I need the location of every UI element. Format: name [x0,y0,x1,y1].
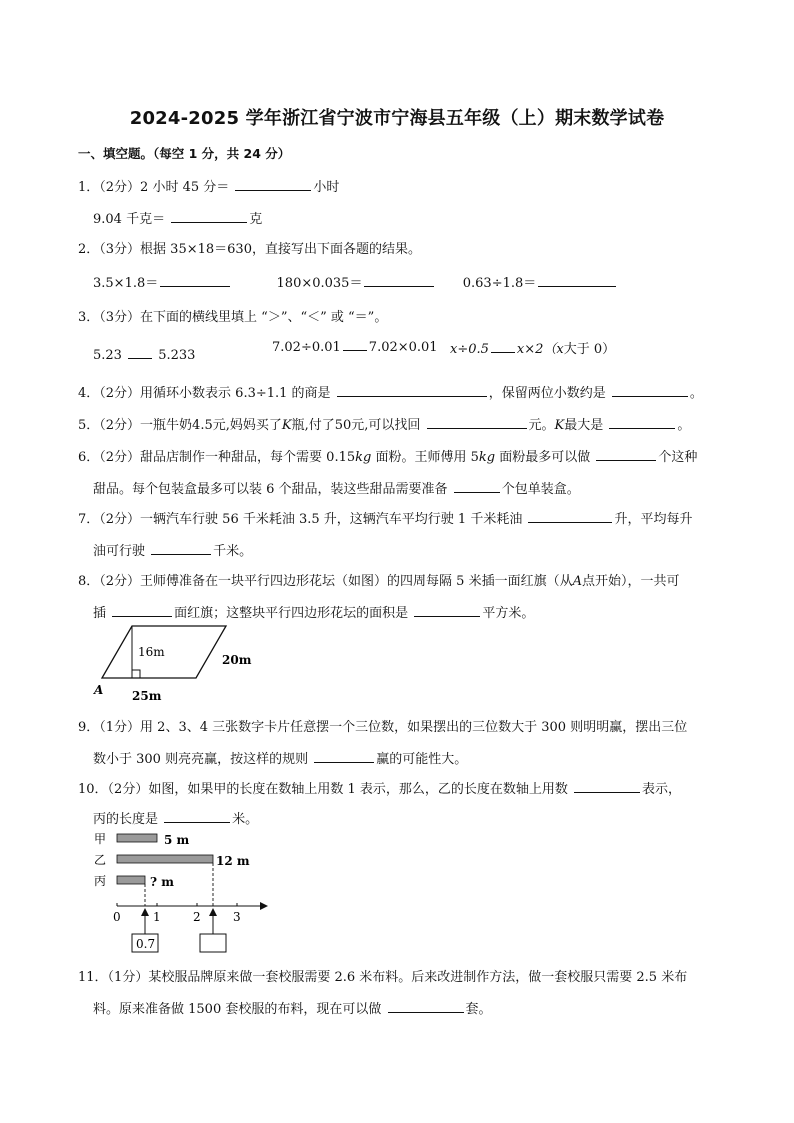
question-9a: 9．（1分）用 2、3、4 三张数字卡片任意摆一个三位数，如果摆出的三位数大于 300 则明明赢，摆出三位 [78,720,688,735]
q9-text-c: 赢的可能性大。 [376,752,468,767]
bar-jia [117,834,157,842]
q1b-text: 9.04 千克＝ [93,212,166,227]
q4-text-a: 4．（2分）用循环小数表示 6.3÷1.1 的商是 [78,386,331,401]
q7-text-d: 千米。 [213,544,253,559]
answer-blank[interactable] [314,750,374,763]
q1b-unit: 克 [249,212,263,227]
answer-blank[interactable] [364,274,434,287]
answer-blank[interactable] [596,448,656,461]
q10-text-c: 丙的长度是 [93,812,159,827]
bar-yi [117,855,213,863]
q6-text-c: 面粉最多可以做 [495,450,591,465]
length-yi: 12 m [216,854,250,868]
q3-c1b: 5.233 [158,348,196,363]
question-11a: 11．（1分）某校服品牌原来做一套校服需要 2.6 米布料。后来改进制作方法，做一套校服只需要 2.5 米布 [78,970,688,985]
answer-blank[interactable] [574,780,640,793]
q10-text-b: 表示， [642,782,682,797]
length-bing: ? m [150,875,174,889]
q3-compare-1 [93,346,195,363]
question-11b [93,998,492,1017]
answer-blank[interactable] [491,340,515,353]
question-6b [93,478,580,497]
q3-c3a: x÷0.5 [450,342,489,357]
q8-text-b: 点开始），一共可 [581,574,680,589]
answer-blank[interactable] [128,346,152,359]
q3-c3b: x×2（ [516,342,557,357]
q6-unit-kg2: kg [478,450,496,465]
tick-label-0: 0 [113,910,121,924]
question-9b [93,748,467,767]
length-jia: 5 m [164,833,190,847]
question-5 [78,414,690,433]
base-label: 25m [132,689,162,703]
vertex-a-label: A [94,683,104,697]
question-4 [78,382,703,401]
q6-text-a: 6．（2分）甜品店制作一种甜品，每个需要 0.15 [78,450,356,465]
answer-blank[interactable] [427,416,527,429]
q7-text-a: 7．（2分）一辆汽车行驶 56 千米耗油 3.5 升，这辆汽车平均行驶 1 千米耗油 [78,512,523,527]
q3-c2b: 7.02×0.01 [368,340,438,355]
question-8a [78,570,680,589]
q3-c2a: 7.02÷0.01 [272,340,341,355]
q6-text-d: 个这种 [658,450,698,465]
answer-blank[interactable] [609,416,675,429]
answer-blank[interactable] [164,810,230,823]
answer-blank[interactable] [528,510,612,523]
label-jia: 甲 [94,832,107,846]
q8-point-a: A [572,574,582,589]
parallelogram-figure [90,620,270,704]
q5-text-d: 最大是 [564,418,604,433]
pointer-arrowhead-2 [209,908,217,916]
axis-arrowhead [260,902,268,910]
q8-text-e: 平方米。 [482,606,535,621]
question-8b [93,602,534,621]
q1-unit: 小时 [313,180,340,195]
label-bing: 丙 [94,874,107,888]
q2-expr-1: 3.5×1.8＝ [93,276,159,291]
q11-text-b: 料。原来准备做 1500 套校服的布料，现在可以做 [93,1002,382,1017]
q3-c3c: x [556,342,564,357]
q10-text-a: 10．（2分）如图，如果甲的长度在数轴上用数 1 表示，那么，乙的长度在数轴上用数 [78,782,568,797]
q2-expr-3: 0.63÷1.8＝ [462,276,537,291]
q7-text-c: 油可行驶 [93,544,146,559]
question-1a [78,176,339,195]
q4-text-b: ，保留两位小数约是 [488,386,606,401]
q6-text-e: 甜品。每个包装盒最多可以装 6 个甜品，装这些甜品需要准备 [93,482,448,497]
value-box-1-label: 0.7 [136,937,156,951]
section-heading: 一、填空题。（每空 1 分，共 24 分） [78,146,291,161]
q9-text-b: 数小于 300 则亮亮赢，按这样的规则 [93,752,309,767]
q6-unit-kg: kg [355,450,372,465]
q5-text-b: 瓶,付了50元,可以找回 [291,418,421,433]
q5-text-c: 元。 [528,418,555,433]
tick-label-1: 1 [153,910,161,924]
bar-bing [117,876,145,884]
tick-label-3: 3 [233,910,241,924]
answer-blank[interactable] [388,1000,464,1013]
q3-compare-3 [450,338,615,357]
q7-text-b: 升，平均每升 [614,512,693,527]
q10-text-d: 米。 [232,812,259,827]
answer-blank[interactable] [454,480,500,493]
answer-blank[interactable] [343,338,367,351]
answer-blank[interactable] [538,274,616,287]
answer-blank[interactable] [151,542,211,555]
q3-c3d: 大于 0） [563,342,616,357]
question-1b [93,208,262,227]
q5-text-a: 5．（2分）一瓶牛奶4.5元,妈妈买了 [78,418,282,433]
pointer-arrowhead-1 [141,908,149,916]
q5-var-k2: K [554,418,565,433]
q8-text-c: 插 [93,606,107,621]
answer-blank[interactable] [235,178,311,191]
number-line-figure [88,826,278,958]
tick-label-2: 2 [193,910,201,924]
answer-blank[interactable] [171,210,247,223]
question-2: 2．（3分）根据 35×18＝630，直接写出下面各题的结果。 [78,242,421,257]
question-3: 3．（3分）在下面的横线里填上 “＞”、“＜” 或 “＝”。 [78,310,388,325]
answer-blank[interactable] [612,384,688,397]
q6-text-b: 面粉。王师傅用 5 [371,450,479,465]
q2-expr-2: 180×0.035＝ [276,276,363,291]
question-10a [78,778,681,797]
right-angle-mark [132,670,140,678]
answer-blank[interactable] [337,384,487,397]
question-6a [78,446,697,465]
q6-text-f: 个包单装盒。 [501,482,580,497]
q5-var-k: K [281,418,292,433]
q8-text-d: 面红旗；这整块平行四边形花坛的面积是 [174,606,409,621]
q3-compare-2 [272,338,438,355]
side-label: 20m [222,653,252,667]
answer-blank[interactable] [112,604,172,617]
label-yi: 乙 [94,853,107,867]
question-7a [78,508,692,527]
q1-text: 1．（2分）2 小时 45 分＝ [78,180,230,195]
question-10b [93,808,258,827]
q5-text-e: 。 [677,418,691,433]
q4-text-c: 。 [689,386,703,401]
q3-c1a: 5.23 [93,348,122,363]
question-2-expressions [93,272,618,291]
answer-blank[interactable] [160,274,230,287]
q11-text-c: 套。 [465,1002,492,1017]
value-box-2-blank[interactable] [200,934,226,952]
question-7b [93,540,252,559]
page-title: 2024-2025 学年浙江省宁波市宁海县五年级（上）期末数学试卷 [129,108,665,129]
height-label: 16m [138,645,165,659]
answer-blank[interactable] [414,604,480,617]
q8-text-a: 8．（2分）王师傅准备在一块平行四边形花坛（如图）的四周每隔 5 米插一面红旗（从 [78,574,573,589]
